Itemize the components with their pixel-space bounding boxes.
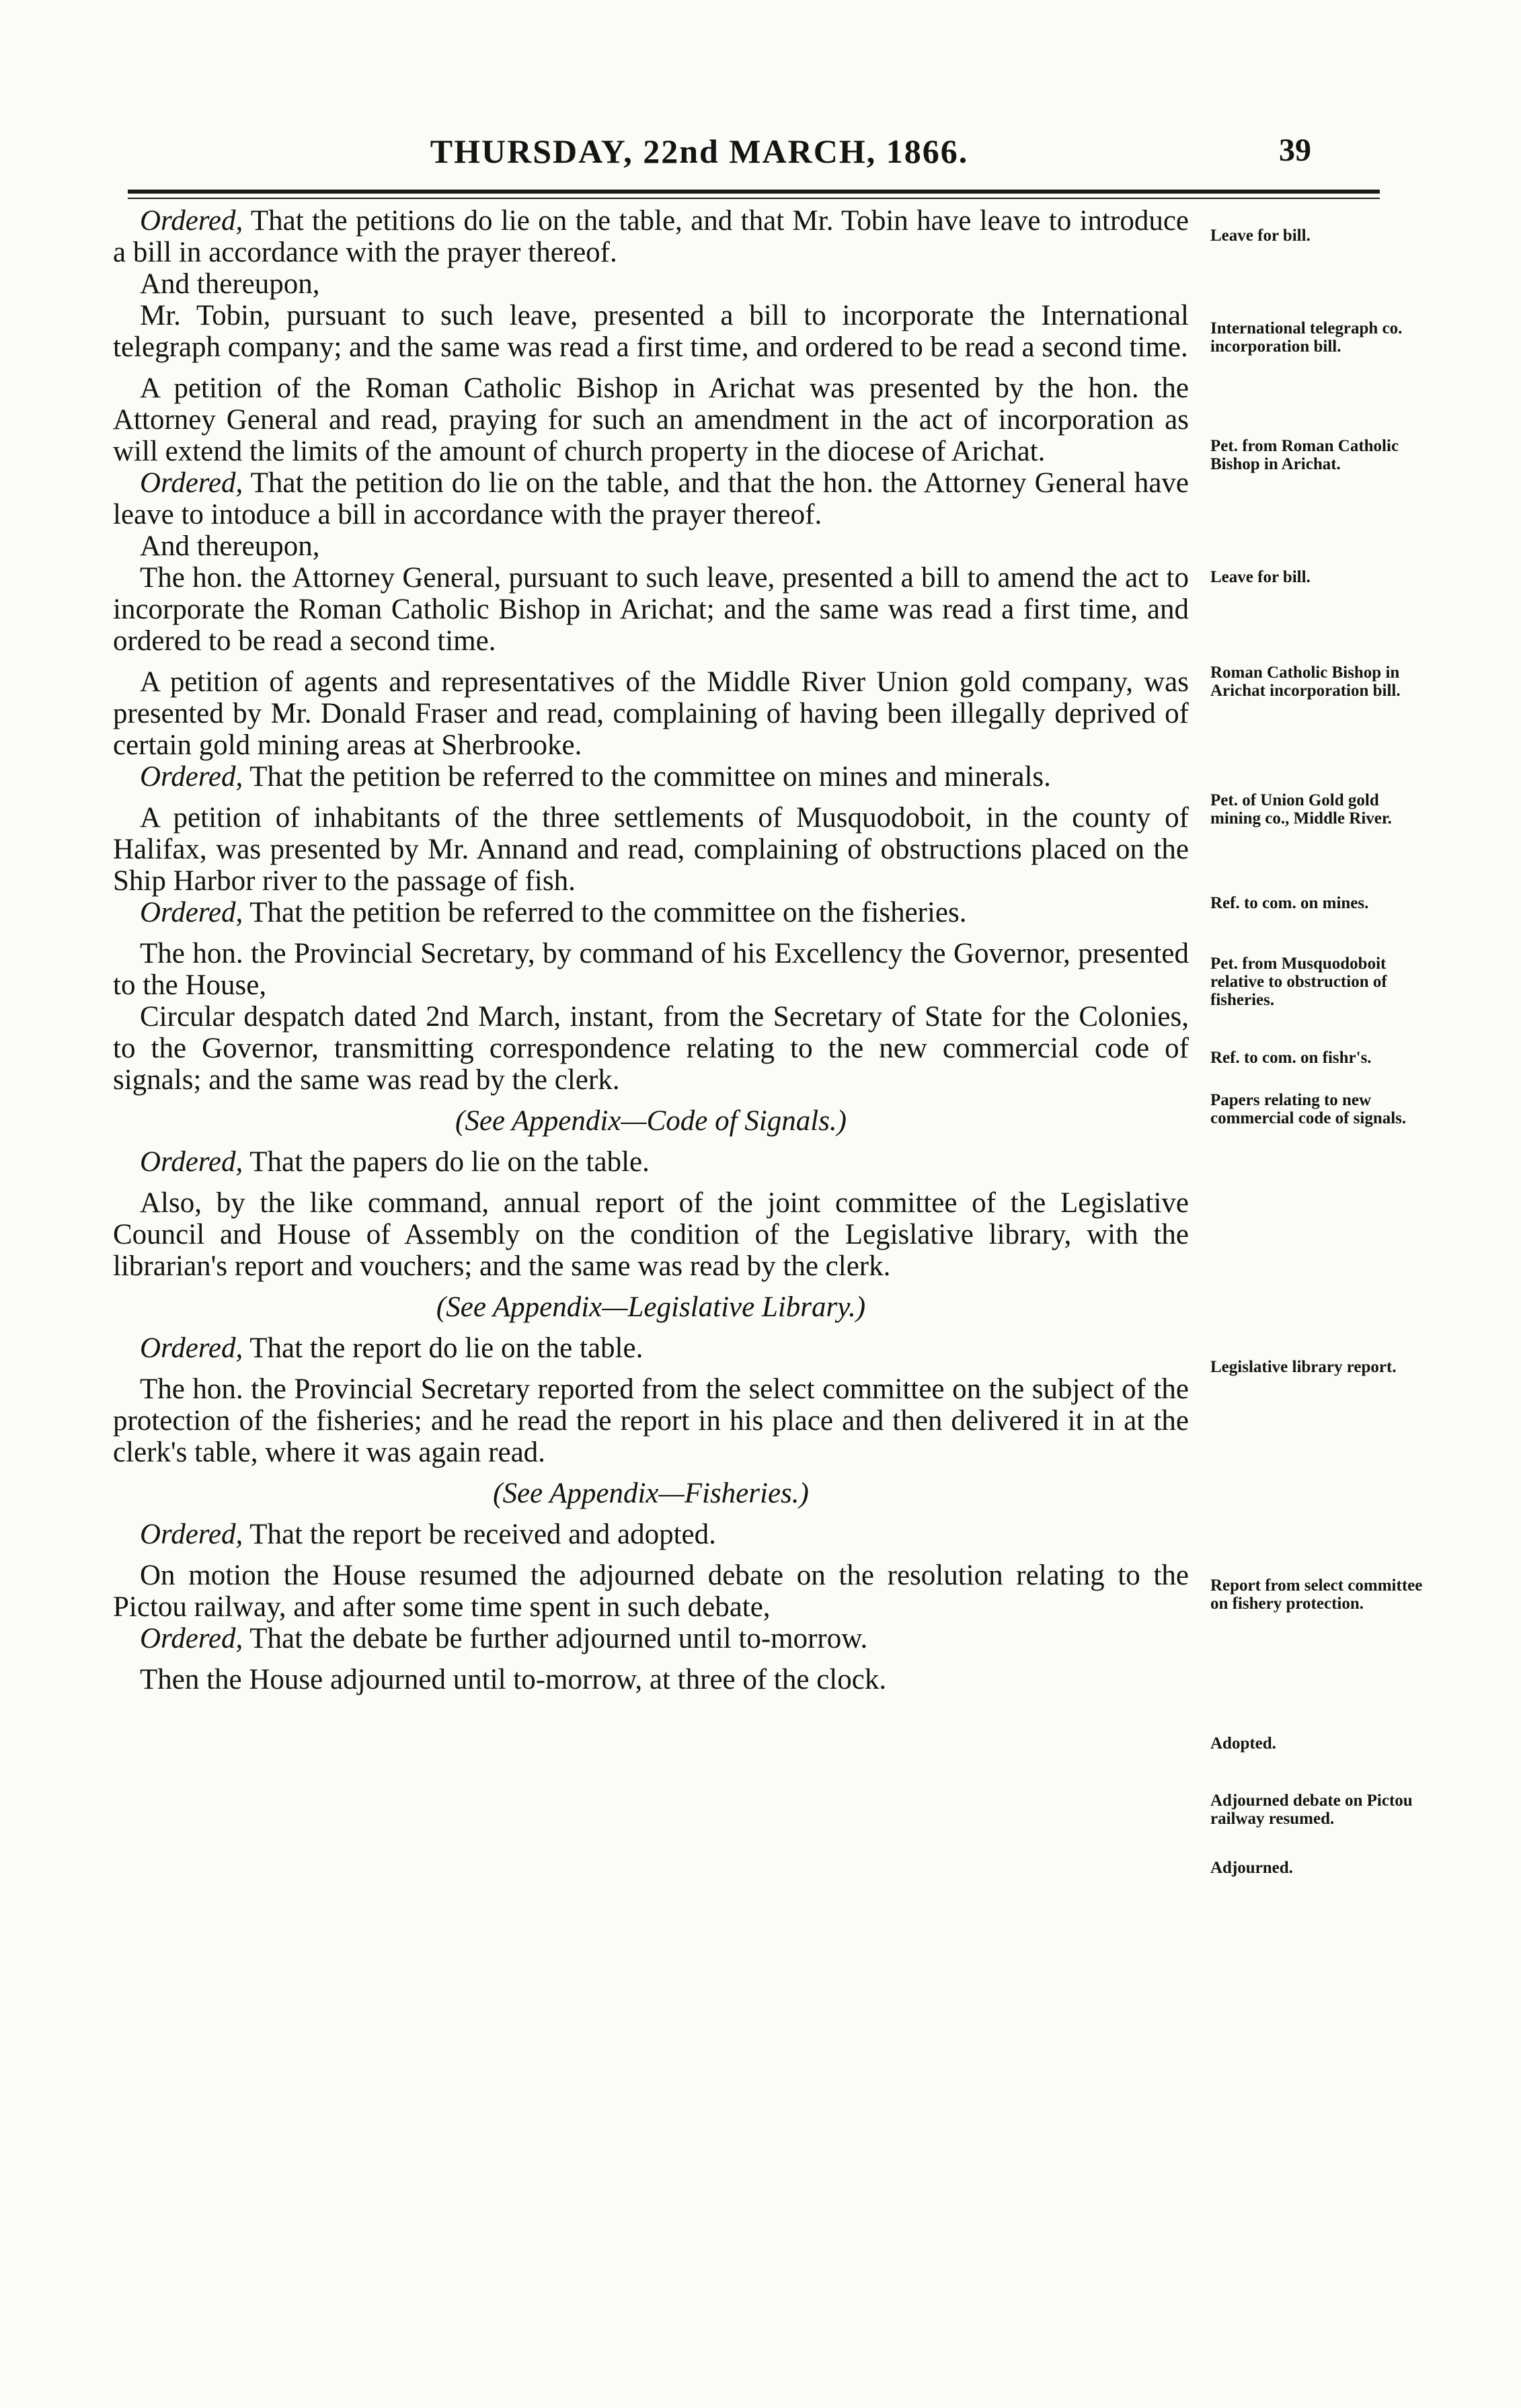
paragraph: Also, by the like command, annual report of the joint committee of the Legislative Council and House of Assembly on the condition of the Legislative library, with the librarian's report and vouchers; and the same was read by the clerk. — [113, 1187, 1189, 1282]
appendix-reference: (See Appendix—Fisheries.) — [493, 1478, 809, 1509]
margin-note: Adopted. — [1210, 1734, 1276, 1753]
margin-note: Ref. to com. on mines. — [1210, 894, 1369, 912]
page-number: 39 — [1279, 132, 1311, 168]
margin-note: Roman Catholic Bishop in Arichat incorporation bill. — [1210, 664, 1401, 700]
paragraph: A petition of agents and representatives of the Middle River Union gold company, was presented by Mr. Donald Fraser and read, complaining of having been illegally deprived of certain gold mining areas at Sherbrooke. — [113, 666, 1189, 761]
paragraph: A petition of the Roman Catholic Bishop in Arichat was presented by the hon. the Attorney General and read, praying for such an amendment in the act of incorporation as will extend the limits of the amount of church property in the diocese of Arichat. — [113, 372, 1189, 467]
paragraph: The hon. the Provincial Secretary, by command of his Excellency the Governor, presented to the House, — [113, 938, 1189, 1001]
paragraph: Ordered, That the debate be further adjourned until to-morrow. — [140, 1623, 868, 1654]
margin-note: Adjourned. — [1210, 1859, 1293, 1877]
paragraph: Ordered, That the report do lie on the table. — [140, 1332, 644, 1364]
paragraph: Ordered, That the petition be referred to the committee on mines and minerals. — [140, 761, 1051, 793]
margin-note: International telegraph co. incorporation bill. — [1210, 319, 1403, 356]
paragraph: Ordered, That the papers do lie on the table. — [140, 1146, 650, 1178]
margin-note: Leave for bill. — [1210, 568, 1311, 586]
margin-note: Ref. to com. on fishr's. — [1210, 1049, 1372, 1067]
page-title: THURSDAY, 22nd MARCH, 1866. — [430, 132, 969, 170]
paragraph: Ordered, That the petitions do lie on the table, and that Mr. Tobin have leave to introduce a bill in accordance with the prayer thereof. — [113, 205, 1189, 268]
main-text — [113, 205, 1189, 1695]
paragraph: A petition of inhabitants of the three settlements of Musquodoboit, in the county of Halifax, was presented by Mr. Annand and read, complaining of obstructions placed on the Ship Harbor river to the passage of fish. — [113, 802, 1189, 897]
margin-note: Legislative library report. — [1210, 1358, 1397, 1376]
paragraph: And thereupon, — [140, 268, 320, 300]
header-rule-thin — [128, 198, 1380, 199]
margin-note: Pet. from Roman Catholic Bishop in Arichat. — [1210, 437, 1399, 473]
paragraph: On motion the House resumed the adjourned debate on the resolution relating to the Pictou railway, and after some time spent in such debate, — [113, 1560, 1189, 1623]
margin-note: Pet. from Musquodoboit relative to obstruction of fisheries. — [1210, 955, 1387, 1009]
paragraph: Ordered, That the petition do lie on the table, and that the hon. the Attorney General have leave to intoduce a bill in accordance with the prayer thereof. — [113, 467, 1189, 530]
paragraph: Ordered, That the petition be referred to the committee on the fisheries. — [140, 897, 967, 928]
paragraph: Ordered, That the report be received and adopted. — [140, 1519, 716, 1550]
header-rule-thick — [128, 190, 1380, 194]
page-header — [114, 132, 1385, 179]
margin-note: Papers relating to new commercial code of signals. — [1210, 1091, 1407, 1127]
margin-note: Leave for bill. — [1210, 227, 1311, 245]
paragraph: And thereupon, — [140, 530, 320, 562]
paragraph: Circular despatch dated 2nd March, instant, from the Secretary of State for the Colonies, to the Governor, transmitting correspondence relating to the new commercial code of signals; and the same was read by the clerk. — [113, 1001, 1189, 1096]
appendix-reference: (See Appendix—Legislative Library.) — [436, 1291, 866, 1323]
margin-note: Pet. of Union Gold gold mining co., Middle River. — [1210, 791, 1392, 828]
paragraph: Mr. Tobin, pursuant to such leave, presented a bill to incorporate the International telegraph company; and the same was read a first time, and ordered to be read a second time. — [113, 300, 1189, 363]
margin-note: Report from select committee on fishery protection. — [1210, 1576, 1423, 1613]
paragraph: Then the House adjourned until to-morrow, at three of the clock. — [140, 1664, 887, 1695]
appendix-reference: (See Appendix—Code of Signals.) — [455, 1105, 847, 1137]
margin-note: Adjourned debate on Pictou railway resumed. — [1210, 1792, 1413, 1828]
paragraph: The hon. the Provincial Secretary reported from the select committee on the subject of the protection of the fisheries; and he read the report in his place and then delivered it in at the clerk's table, where it was again read. — [113, 1373, 1189, 1468]
paragraph: The hon. the Attorney General, pursuant to such leave, presented a bill to amend the act to incorporate the Roman Catholic Bishop in Arichat; and the same was read a first time, and ordered to be read a second time. — [113, 562, 1189, 657]
